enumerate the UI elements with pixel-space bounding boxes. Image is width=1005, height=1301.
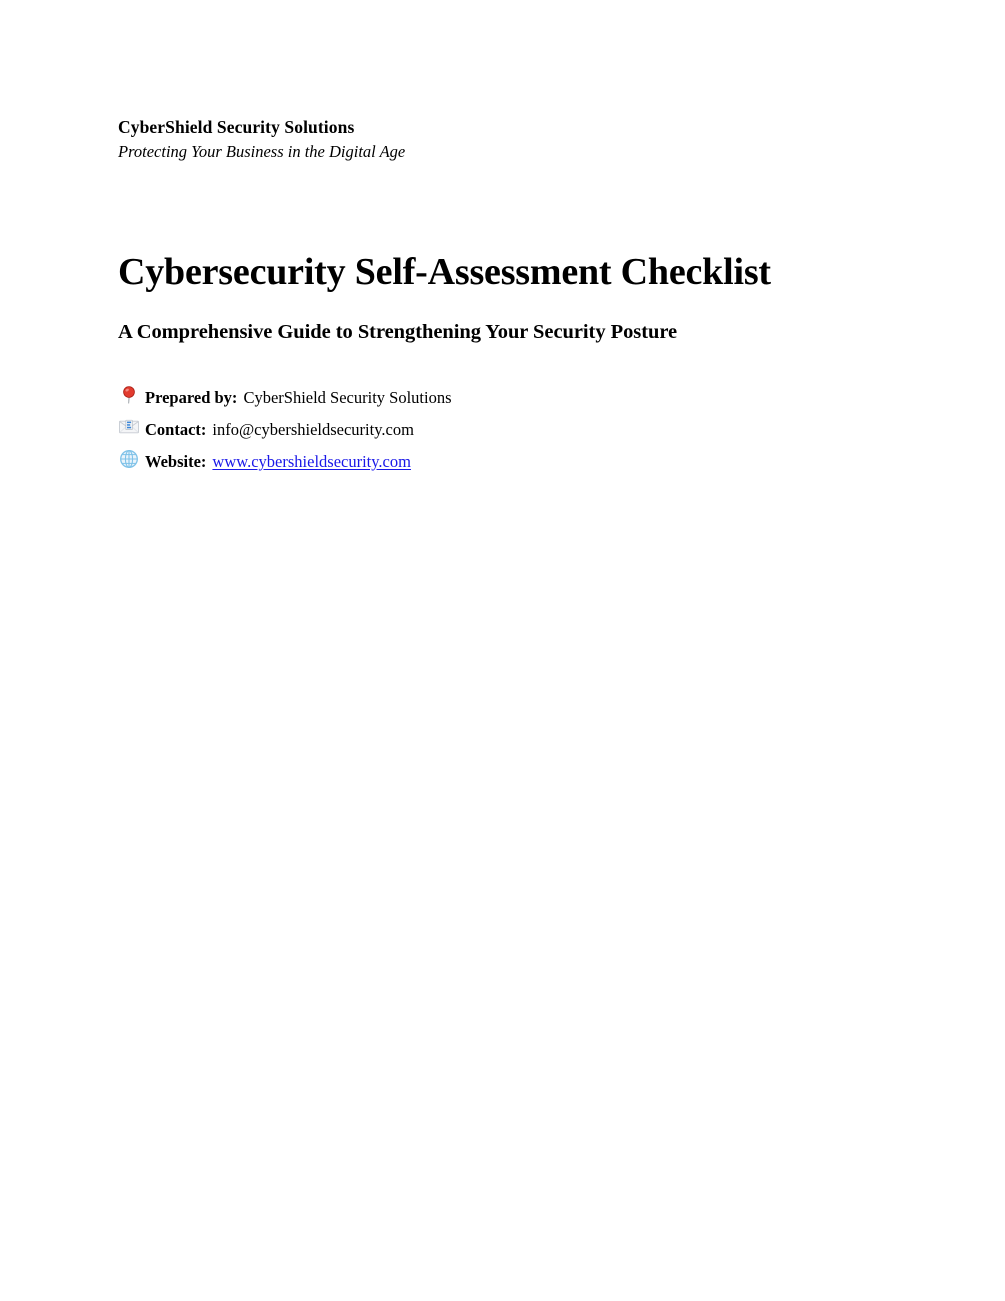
company-name: CyberShield Security Solutions [118, 117, 355, 137]
metadata-label: Contact: [145, 420, 207, 439]
metadata-value: info@cybershieldsecurity.com [212, 420, 414, 439]
metadata-label: Prepared by: [145, 388, 238, 407]
metadata-value: CyberShield Security Solutions [243, 388, 452, 407]
metadata-label: Website: [145, 452, 207, 471]
letterhead [118, 116, 405, 163]
metadata-row-contact [118, 413, 452, 445]
email-envelope-icon [118, 416, 145, 438]
page-title: Cybersecurity Self-Assessment Checklist [118, 251, 771, 294]
globe-with-meridians-icon [118, 448, 145, 470]
metadata-row-website [118, 445, 452, 477]
metadata-row-prepared-by [118, 381, 452, 413]
page-subtitle: A Comprehensive Guide to Strengthening Your Security Posture [118, 321, 678, 343]
document-metadata [118, 381, 452, 477]
website-link[interactable]: www.cybershieldsecurity.com [212, 452, 411, 471]
round-pushpin-icon [118, 384, 145, 406]
company-tagline: Protecting Your Business in the Digital Age [118, 141, 406, 161]
